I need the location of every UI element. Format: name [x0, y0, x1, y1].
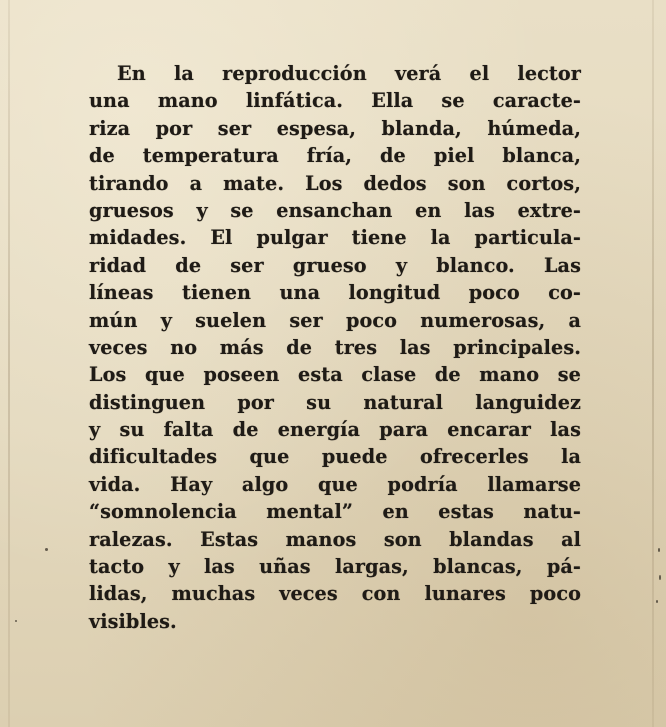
- paragraph-line: En la reproducción verá el lector: [117, 62, 581, 85]
- paragraph-line: vida. Hay algo que podría llamarse: [89, 472, 581, 496]
- paragraph-line: y su falta de energía para encarar las: [89, 418, 581, 442]
- ink-speck: [656, 600, 658, 603]
- paragraph-line: ralezas. Estas manos son blandas al: [89, 527, 581, 551]
- paragraph-line: midades. El pulgar tiene la particula-: [89, 226, 581, 250]
- paragraph-line: mún y suelen ser poco numerosas, a: [89, 308, 581, 332]
- paragraph-line: lidas, muchas veces con lunares poco: [89, 582, 581, 606]
- paragraph-line: riza por ser espesa, blanda, húmeda,: [89, 116, 581, 140]
- paragraph-line: distinguen por su natural languidez: [89, 390, 581, 414]
- paragraph-line: ridad de ser grueso y blanco. Las: [89, 253, 581, 277]
- paragraph-line: veces no más de tres las principales.: [89, 335, 581, 359]
- paragraph-line: gruesos y se ensanchan en las extre-: [89, 198, 581, 222]
- paragraph-line: “somnolencia mental” en estas natu-: [89, 500, 581, 524]
- ink-speck: [659, 575, 661, 580]
- ink-speck: [45, 548, 48, 551]
- paragraph-line: tirando a mate. Los dedos son cortos,: [89, 171, 581, 195]
- paragraph-line: Los que poseen esta clase de mano se: [89, 363, 581, 387]
- paragraph-line: dificultades que puede ofrecerles la: [89, 445, 581, 469]
- right-fold-line: [652, 0, 654, 727]
- paragraph-line: tacto y las uñas largas, blancas, pá-: [89, 555, 581, 579]
- body-paragraph: [89, 60, 581, 635]
- ink-speck: [658, 548, 660, 552]
- paragraph-line: visibles.: [89, 609, 177, 633]
- paragraph-line: líneas tienen una longitud poco co-: [89, 281, 581, 305]
- ink-speck: [15, 620, 17, 622]
- paragraph-line: una mano linfática. Ella se caracte-: [89, 89, 581, 113]
- left-fold-line: [8, 0, 10, 727]
- paragraph-line: de temperatura fría, de piel blanca,: [89, 144, 581, 168]
